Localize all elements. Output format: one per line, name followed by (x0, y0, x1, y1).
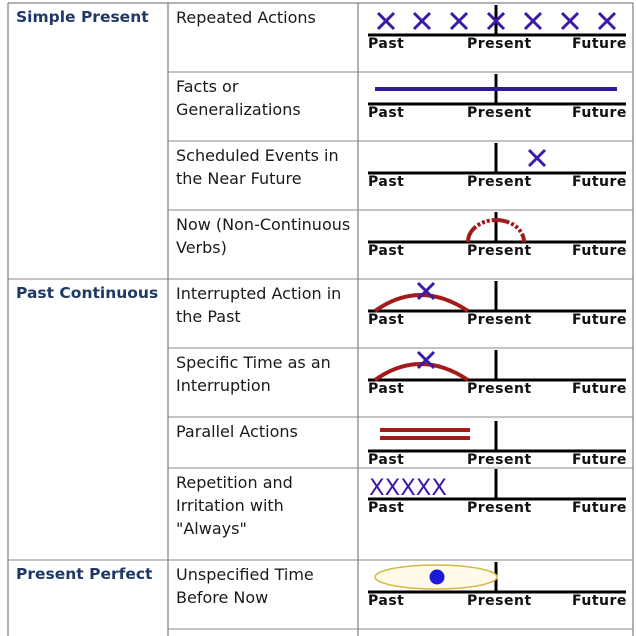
timeline-label-future: Future (572, 381, 627, 397)
x-marker (414, 13, 430, 29)
usage-description: Generalizations (176, 100, 301, 119)
timeline-label-past: Past (368, 243, 405, 259)
x-marker (562, 13, 578, 29)
timeline-label-past: Past (368, 174, 405, 190)
timeline-label-past: Past (368, 500, 405, 516)
usage-description: Now (Non-Continuous (176, 215, 351, 234)
x-marker (599, 13, 615, 29)
timeline-label-present: Present (467, 381, 532, 397)
timeline-label-future: Future (572, 174, 627, 190)
usage-description: "Always" (176, 519, 247, 538)
usage-description: Interrupted Action in (176, 284, 342, 303)
tense-name: Present Perfect (16, 565, 153, 583)
timeline-label-past: Past (368, 593, 405, 609)
usage-description: Specific Time as an (176, 353, 331, 372)
timeline-label-present: Present (467, 105, 532, 121)
timeline-label-present: Present (467, 452, 532, 468)
usage-description: Interruption (176, 376, 271, 395)
timeline-label-future: Future (572, 105, 627, 121)
usage-description: the Near Future (176, 169, 302, 188)
timeline-label-present: Present (467, 500, 532, 516)
timeline-label-future: Future (572, 593, 627, 609)
usage-description: Scheduled Events in (176, 146, 339, 165)
usage-description: Before Now (176, 588, 269, 607)
repeated-x-text: XXXXX (369, 476, 447, 501)
x-marker (378, 13, 394, 29)
timeline-label-past: Past (368, 381, 405, 397)
usage-description: Repetition and (176, 473, 293, 492)
timeline-label-future: Future (572, 243, 627, 259)
tense-name: Past Continuous (16, 284, 159, 302)
timeline-label-past: Past (368, 36, 405, 52)
timeline-label-past: Past (368, 452, 405, 468)
timeline-label-past: Past (368, 312, 405, 328)
x-marker (451, 13, 467, 29)
usage-description: the Past (176, 307, 241, 326)
timeline-label-present: Present (467, 243, 532, 259)
usage-description: Parallel Actions (176, 422, 298, 441)
timeline-label-past: Past (368, 105, 405, 121)
timeline-label-future: Future (572, 452, 627, 468)
usage-description: Repeated Actions (176, 8, 316, 27)
usage-description: Facts or (176, 77, 239, 96)
usage-description: Verbs) (176, 238, 227, 257)
timeline-label-future: Future (572, 312, 627, 328)
x-marker (525, 13, 541, 29)
timeline-label-present: Present (467, 174, 532, 190)
timeline-label-future: Future (572, 500, 627, 516)
tense-name: Simple Present (16, 8, 149, 26)
usage-description: Irritation with (176, 496, 284, 515)
timeline-label-present: Present (467, 593, 532, 609)
event-dot (430, 570, 445, 585)
usage-description: Unspecified Time (176, 565, 314, 584)
timeline-label-future: Future (572, 36, 627, 52)
x-marker (529, 150, 545, 166)
timeline-label-present: Present (467, 36, 532, 52)
timeline-label-present: Present (467, 312, 532, 328)
